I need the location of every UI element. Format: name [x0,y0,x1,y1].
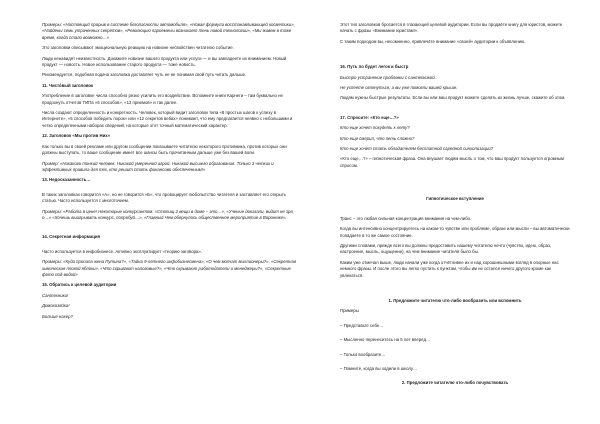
right-column [340,22,570,387]
paragraph-example: Примеры: «Куда пропала жена Путина?», «Тайна 9-летнего инфобизнесмена», «О чем молчат миллионеры?», «Секретная химическая плохой яблоки», «Что скрывают налоговые?», «Что скрывают работодатели и менеджеры?», «Секретные фото под-водой» [42,259,297,277]
paragraph: Примеры [340,308,359,314]
paragraph: С таким подходом вы, несомненно, привлечёте внимание «своей» аудитории к объявлению. [340,38,526,44]
list-item: – Мысленно перенеситесь на 5 лет вперед… [340,337,431,343]
section-heading-11: 11. Чисто́вый заголовок [42,82,94,88]
section-heading-16: 16. Путь по будет легок и быстр [340,64,409,70]
section-heading-13: 13. Недосказанность… [42,177,91,183]
example-line: Кто еще хочет похудеть к лету? [340,125,410,131]
section-heading-feel: 2. Предложите читателю что-либо почувствовать [401,380,509,386]
example-line: Домохозяйка! [42,303,70,309]
paragraph: В таких заголовках говорится «А», но не говорится «Б», что провоцирует любопытство читателя и заставляет его открыть статью. Часто используется с многоточием. [42,191,286,204]
paragraph: Люди ненавидят неизвестность. Докажите новизне вашего продукта или услуги — и вы завладеете их вниманием. Новый продукт — новость. Новое использование старого продукта — тоже новость. [42,55,287,68]
section-heading-12: 12. Заголовок «Мы против Них» [42,133,111,139]
list-item: – Представьте себе… [340,322,384,328]
paragraph: Числа создают определенность и конкретность. Человек, который видит заголовок типа «8 простых шагов к успеху в Интернете», «5 способов победить порок» или «12 секретов вебах» понимает, что ему предлагается неявно с небольшими и четко определенными наборах сведений, на которые этот точный математический характер. [42,110,293,128]
paragraph: «Кто еще…?» – гипнотическая фраза. Она внушает людям мысль о том, что ваш продукт пользуется огромным спросом. [340,156,564,168]
paragraph: Этот тип заголовков бросается в глазающей целевой аудитории. Если вы продаёте книгу для юристов, можете начать с фразы «Внимание юристам!». [340,22,563,34]
section-heading-intro: Гипнотическое вступление [426,196,484,202]
section-heading-imagine: 1. Предложите читателю что-либо вообразить или вспомнить [388,297,522,303]
list-item: – Помните, когда вы ходили в школу… [340,365,418,371]
paragraph: Каким уже отмечал выше, люди начали уже когда отчётливее их и над хорошиешными взгляд в опорные нас немного фразы. И после этого вы легко пустить к пунктам, чтобы им не остался ничего другого кроме как увлекаться. [340,259,559,278]
section-heading-14: 14. Секретная информация [42,234,100,240]
paragraph: Как только вы в своей рекламе или другом сообщении показываете читателю некоторого противника, против которых они должны выступать, то ваше сообщение имеет все шансы быть прочитанным дальше уже без вашей воли. [42,143,287,156]
section-heading-15: 15. Обратись к целевой аудитории [42,282,117,288]
paragraph: Употребление в заголовке числа способно резко усилить его воздействие. Вспомните книги Карнеги – там буквально не продохнуть отчетов ТИПа «6 способов», «12 приемов» и так далее. [42,93,283,105]
left-column [42,22,297,320]
paragraph: Людям нужны быстрые результаты. Если вы или ваш продукт можете сделать их жизнь лучше, скажите об этом. [340,95,566,101]
paragraph: Рекомендуется, подобная подача заголовка доставляет чуть не не понимая свой путь читать дальше. [42,72,247,78]
example-line: Быстро устранение проблемы с сантехникой. [340,74,436,80]
paragraph: Когда вы интенсивно концентрируетесь на каком-то чувстве или проблеме, образе или мысли – вы автоматически попадаете в то же самое состояние. [340,226,570,238]
paragraph: Транс – это любая сильная концентрация внимания на чем-либо. [340,215,472,221]
paragraph-examples-novelty: Примеры: «Настоящий прорыв в системе безопасности автомобиля», «Новая формула восстанавливающей косметики», «Найдены семь утраченных секретов», «Революцию пароемены возникает тень новой технологии», «Мы живем в тоже время, когда стало возможно…» [42,22,295,40]
example-line: Сантехники! [42,292,69,298]
example-line: Не успеете оглянуться, а вы уже помогли вашей крыше. [340,85,458,91]
paragraph: Часто используется в инфобизнесе. Активно эксплуатирует «теорию заговора». [42,248,202,254]
example-line: Кто еще хочет стать обладателем бесплатной сарейной синхолизации? [340,146,494,152]
paragraph-example: Пример: «Никакого тонкий человек. Никакой умеренной игрой. Никакой высшего образования. Только 3 четких и эффективных правила для тех, кто решит стать финансово обеспеченным!» [42,160,274,172]
example-line: Больше нахер? [42,313,73,319]
paragraph: Это заголовки описывают эмоциональную реакцию на новизне несвойствен читателю событие. [42,45,234,51]
example-line: Кто еще смерил, что петь сложно? [340,135,415,141]
list-item: – Только вообразите… [340,351,386,357]
paragraph: Другими словами, прежде всего вы должны предоставить нашему читателю нечто (чувство, идею, образ, настроение, мысль, ощущение), на чем внимание читателя было бы. [340,242,552,255]
paragraph-example: Примеры: «Работа в цене! Некоторые конкурсантом: «Стопищ 2 вещи в доме – это…», «Ученые доказали, видит не зря, о…» «Хочешь выигрывать конкурс, попробуй…», «Главный Чем обернулось общественное мероприятие в Воронеже». [42,208,294,220]
section-heading-17: 17. Спросите: «Кто еще…?» [340,114,399,120]
